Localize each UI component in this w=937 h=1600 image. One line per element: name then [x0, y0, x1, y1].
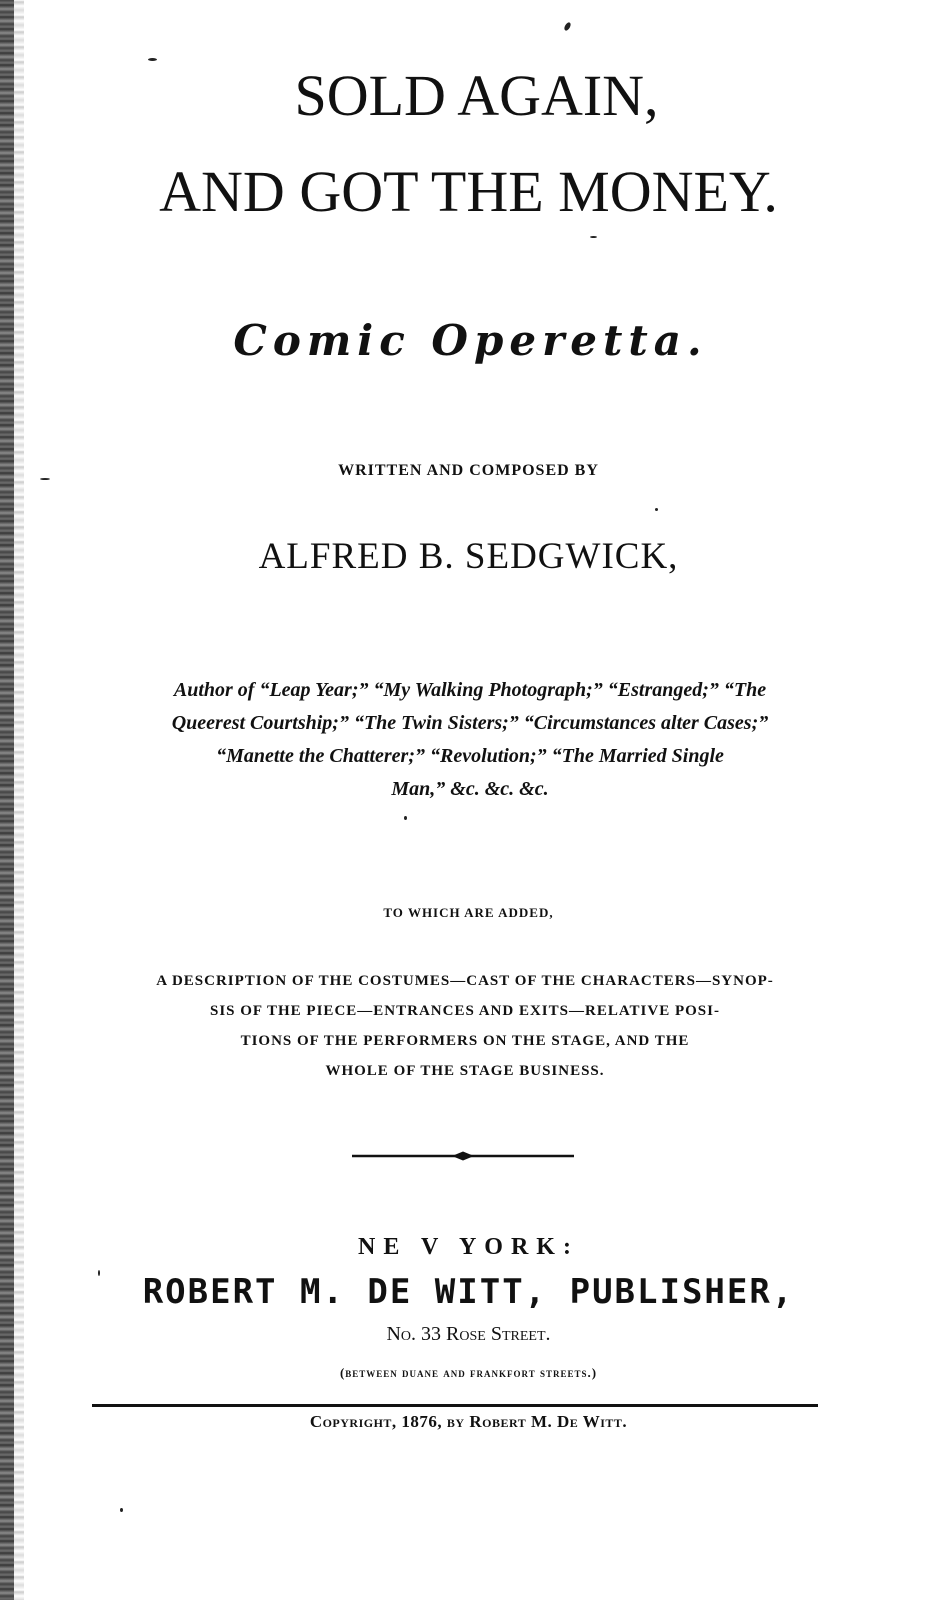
scan-speck	[120, 1508, 123, 1512]
binding-edge	[0, 0, 14, 1600]
scan-speck	[590, 236, 597, 238]
author-credits	[90, 674, 850, 806]
scan-speck	[655, 508, 658, 511]
credits-line-2: Queerest Courtship;” “The Twin Sisters;” “Circumstances alter Cases;”	[171, 712, 769, 734]
description-line-3: TIONS OF THE PERFORMERS ON THE STAGE, AND THE	[240, 1033, 690, 1049]
contents-description	[90, 966, 840, 1086]
description-line-2: SIS OF THE PIECE—ENTRANCES AND EXITS—RELATIVE POSI-	[209, 1003, 720, 1019]
credits-line-1: Author of “Leap Year;” “My Walking Photograph;” “Estranged;” “The	[173, 679, 767, 701]
title-line-2: AND GOT THE MONEY.	[159, 159, 778, 224]
author-name: ALFRED B. SEDGWICK,	[258, 536, 679, 577]
scan-speck	[404, 816, 407, 820]
scan-speck	[98, 1270, 100, 1276]
subtitle: Comic Operetta.	[233, 316, 708, 365]
imprint-rule	[92, 1404, 818, 1407]
imprint-city: NE V YORK:	[358, 1234, 579, 1260]
imprint-publisher: ROBERT M. DE WITT, PUBLISHER,	[142, 1272, 795, 1312]
scan-speck	[40, 478, 50, 480]
description-line-4: WHOLE OF THE STAGE BUSINESS.	[325, 1063, 605, 1079]
credits-line-4: Man,” &c. &c. &c.	[391, 778, 549, 800]
added-label: TO WHICH ARE ADDED,	[383, 905, 554, 920]
imprint-street: No. 33 Rose Street.	[386, 1323, 551, 1345]
scan-speck	[148, 58, 157, 61]
copyright-notice: Copyright, 1876, by Robert M. De Witt.	[309, 1412, 628, 1431]
scan-speck	[563, 21, 572, 31]
binding-shadow	[14, 0, 24, 1600]
ornament-rule	[352, 1151, 574, 1161]
byline-label: WRITTEN AND COMPOSED BY	[338, 462, 599, 479]
title-line-1: SOLD AGAIN,	[294, 63, 659, 128]
imprint-cross-streets: (between duane and frankfort streets.)	[339, 1365, 598, 1380]
credits-line-3: “Manette the Chatterer;” “Revolution;” “The Married Single	[216, 745, 724, 767]
description-line-1: A DESCRIPTION OF THE COSTUMES—CAST OF THE CHARACTERS—SYNOP-	[156, 973, 774, 989]
